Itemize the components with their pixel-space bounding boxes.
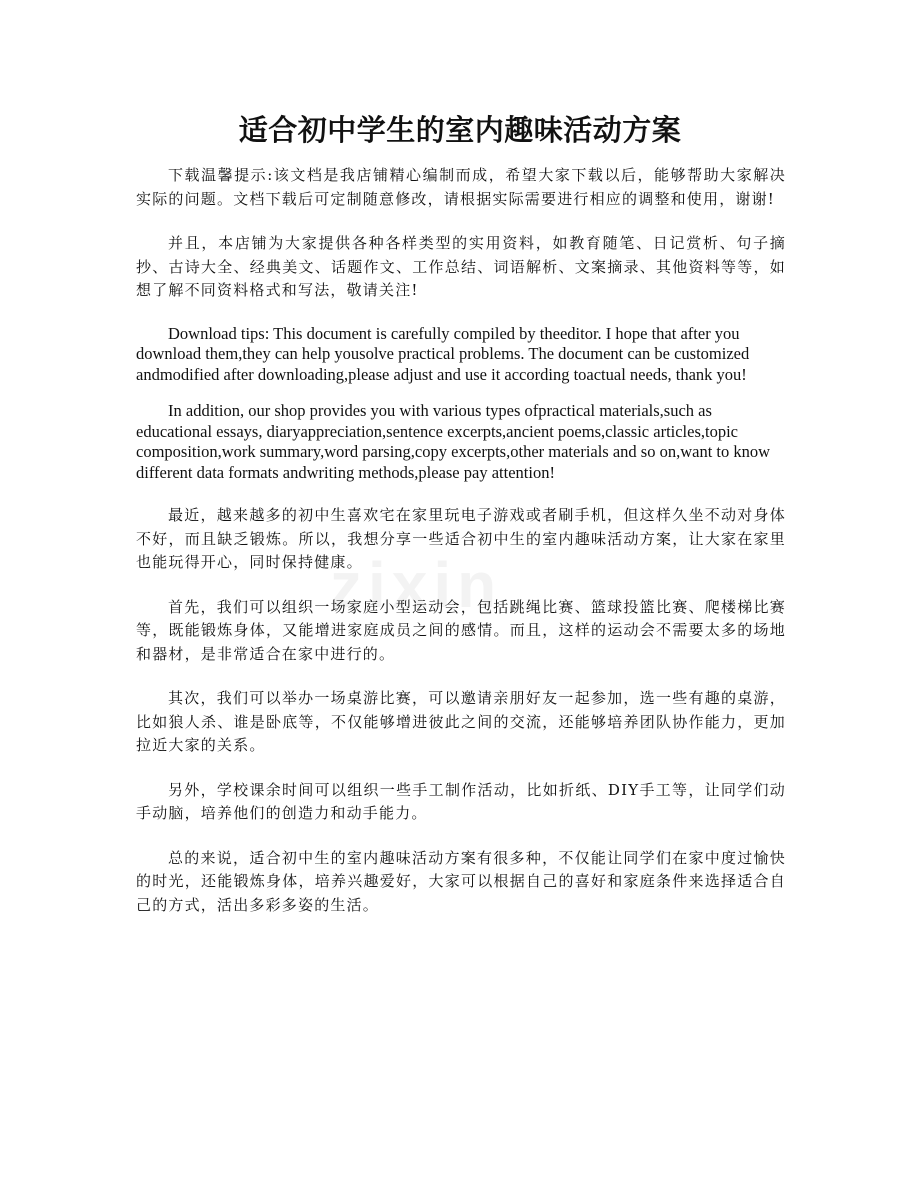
shop-intro-paragraph-en: In addition, our shop provides you with various types ofpractical materials,such as educational essays, diaryappreciation,sentence excerpts,ancient poems,classic articles,topic composition,work summary,word parsing,copy excerpts,other materials and so on,want to know different data formats andwriting methods,please pay attention! — [136, 401, 771, 482]
second-activity-paragraph: 其次，我们可以举办一场桌游比赛，可以邀请亲朋好友一起参加，选一些有趣的桌游，比如狼人杀、谁是卧底等，不仅能够增进彼此之间的交流，还能够培养团队协作能力，更加拉近大家的关系。 — [136, 689, 786, 754]
first-activity-paragraph: 首先，我们可以组织一场家庭小型运动会，包括跳绳比赛、篮球投篮比赛、爬楼梯比赛等，既能锻炼身体，又能增进家庭成员之间的感情。而且，这样的运动会不需要太多的场地和器材，是非常适合在家中进行的。 — [136, 597, 786, 663]
shop-intro-paragraph-cn: 并且，本店铺为大家提供各种各样类型的实用资料，如教育随笔、日记赏析、句子摘抄、古诗大全、经典美文、话题作文、工作总结、词语解析、文案摘录、其他资料等等，如想了解不同资料格式和写法，敬请关注! — [136, 234, 786, 299]
document-body — [136, 164, 786, 917]
download-tip-paragraph-en: Download tips: This document is carefully compiled by theeditor. I hope that after you download them,they can help yousolve practical problems. The document can be customized andmodified after downloading,please adjust and use it according toactual needs, thank you! — [136, 323, 750, 384]
conclusion-paragraph: 总的来说，适合初中生的室内趣味活动方案有很多种，不仅能让同学们在家中度过愉快的时光，还能锻炼身体，培养兴趣爱好，大家可以根据自己的喜好和家庭条件来选择适合自己的方式，活出多彩多姿的生活。 — [136, 848, 786, 914]
intro-paragraph: 最近，越来越多的初中生喜欢宅在家里玩电子游戏或者刷手机，但这样久坐不动对身体不好，而且缺乏锻炼。所以，我想分享一些适合初中生的室内趣味活动方案，让大家在家里也能玩得开心，同时保持健康。 — [136, 506, 786, 571]
download-tip-paragraph-cn: 下载温馨提示:该文档是我店铺精心编制而成，希望大家下载以后，能够帮助大家解决实际的问题。文档下载后可定制随意修改，请根据实际需要进行相应的调整和使用，谢谢! — [136, 166, 786, 208]
third-activity-paragraph: 另外，学校课余时间可以组织一些手工制作活动，比如折纸、DIY手工等，让同学们动手动脑，培养他们的创造力和动手能力。 — [136, 780, 786, 822]
document-title: 适合初中学生的室内趣味活动方案 — [238, 113, 682, 147]
watermark: zixin — [330, 549, 503, 621]
